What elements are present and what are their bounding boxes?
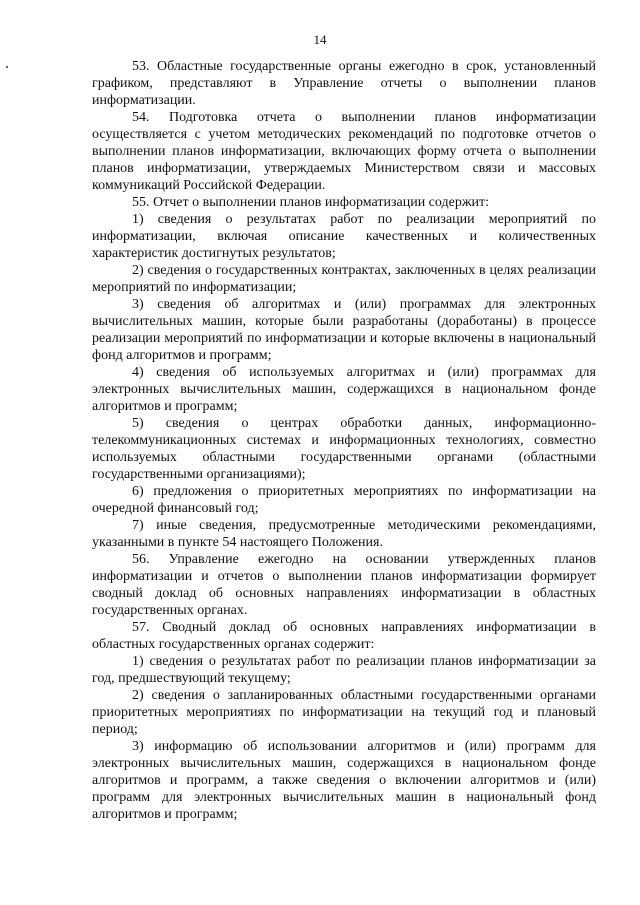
- list-item-57-1: 1) сведения о результатах работ по реализации планов информатизации за год, предшествующий текущему;: [92, 654, 596, 686]
- list-item-57-3: 3) информацию об использовании алгоритмов и (или) программ для электронных вычислительных машин, содержащихся в национальном фонде алгоритмов и программ, а также сведения о включении алгоритмов и (или) программ для электронных вычислительных машин в национальный фонд алгоритмов и программ;: [92, 739, 596, 822]
- list-item-55-2: 2) сведения о государственных контрактах, заключенных в целях реализации мероприятий по информатизации;: [92, 263, 596, 295]
- list-item-55-4: 4) сведения об используемых алгоритмах и (или) программах для электронных вычислительных машин, содержащихся в национальном фонде алгоритмов и программ;: [92, 365, 596, 414]
- paragraph-53: 53. Областные государственные органы ежегодно в срок, установленный графиком, представляют в Управление отчеты о выполнении планов информатизации.: [92, 59, 596, 108]
- paragraph-55: 55. Отчет о выполнении планов информатизации содержит:: [132, 195, 489, 210]
- paragraph-56: 56. Управление ежегодно на основании утвержденных планов информатизации и отчетов о выполнении планов информатизации формирует сводный доклад об основных направлениях информатизации в областных государственных органах.: [92, 552, 596, 618]
- list-item-55-1: 1) сведения о результатах работ по реализации мероприятий по информатизации, включая описание качественных и количественных характеристик достигнутых результатов;: [92, 212, 596, 261]
- paragraph-54: 54. Подготовка отчета о выполнении планов информатизации осуществляется с учетом методических рекомендаций по подготовке отчетов о выполнении планов информатизации, включающих форму отчета о выполнении планов информатизации, утверждаемых Министерством связи и массовых коммуникаций Российской Федерации.: [92, 110, 596, 193]
- list-item-55-6: 6) предложения о приоритетных мероприятиях по информатизации на очередной финансовый год;: [92, 484, 596, 516]
- page-number: 14: [313, 32, 327, 47]
- paragraph-57: 57. Сводный доклад об основных направлениях информатизации в областных государственных органах содержит:: [92, 620, 596, 652]
- margin-mark: [6, 66, 8, 68]
- list-item-55-5: 5) сведения о центрах обработки данных, информационно-телекоммуникационных системах и информационных технологиях, совместно используемых областными государственными органами (областными государственными организациями);: [92, 416, 596, 482]
- document-body: [92, 58, 596, 823]
- list-item-57-2: 2) сведения о запланированных областными государственными органами приоритетных мероприятиях по информатизации на текущий год и плановый период;: [92, 688, 596, 737]
- list-item-55-3: 3) сведения об алгоритмах и (или) программах для электронных вычислительных машин, которые были разработаны (доработаны) в процессе реализации мероприятий по информатизации и которые включены в национальный фонд алгоритмов и программ;: [92, 297, 596, 363]
- list-item-55-7: 7) иные сведения, предусмотренные методическими рекомендациями, указанными в пункте 54 настоящего Положения.: [92, 518, 596, 550]
